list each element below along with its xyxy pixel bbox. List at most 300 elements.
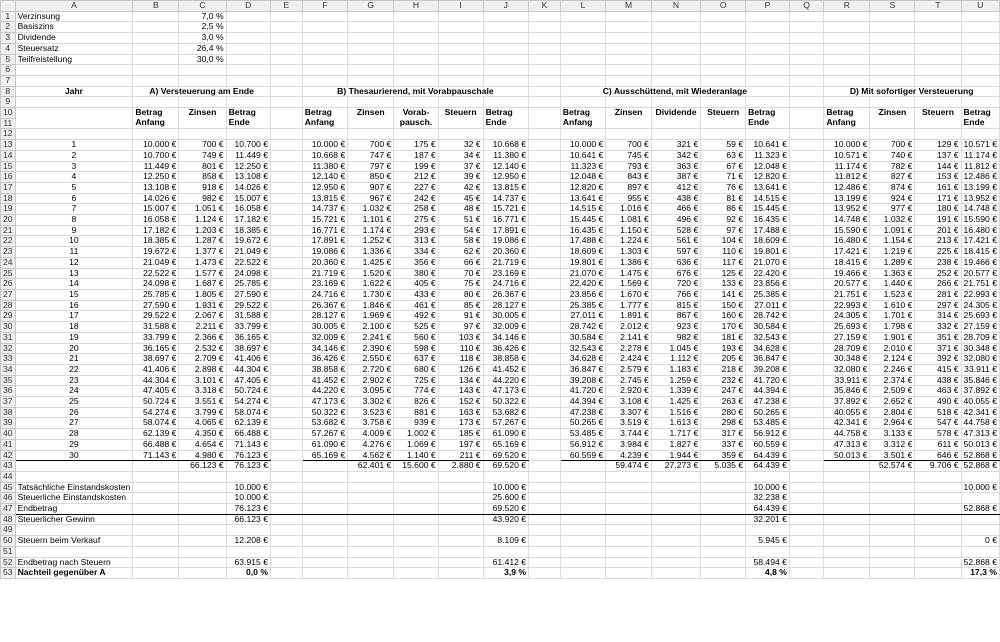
summary-label[interactable]: Endbetrag nach Steuern: [15, 557, 133, 568]
cell[interactable]: [606, 493, 652, 504]
cell[interactable]: [438, 54, 483, 65]
cell[interactable]: [179, 514, 226, 525]
value-cell[interactable]: 3.984 €: [606, 439, 652, 450]
cell[interactable]: [529, 172, 561, 183]
value-cell[interactable]: 144 €: [915, 161, 961, 172]
row-header[interactable]: 14: [1, 150, 16, 161]
value-cell[interactable]: 71.143 €: [226, 439, 270, 450]
value-cell[interactable]: 20.360 €: [483, 247, 529, 258]
value-cell[interactable]: 44.394 €: [746, 386, 790, 397]
value-cell[interactable]: 213 €: [915, 236, 961, 247]
value-cell[interactable]: 578 €: [915, 429, 961, 440]
cell[interactable]: [302, 43, 348, 54]
value-cell[interactable]: 37.892 €: [961, 386, 999, 397]
value-cell[interactable]: 1.091 €: [870, 225, 915, 236]
value-cell[interactable]: 774 €: [394, 386, 438, 397]
value-cell[interactable]: 967 €: [348, 193, 394, 204]
cell[interactable]: [789, 279, 823, 290]
value-cell[interactable]: 38.697 €: [226, 343, 270, 354]
value-cell[interactable]: 47.238 €: [746, 397, 790, 408]
value-cell[interactable]: 297 €: [915, 300, 961, 311]
cell[interactable]: [529, 129, 561, 140]
cell[interactable]: [701, 75, 746, 86]
value-cell[interactable]: 1.622 €: [348, 279, 394, 290]
cell[interactable]: [394, 65, 438, 76]
column-title[interactable]: Betrag Ende: [483, 108, 529, 129]
value-cell[interactable]: 15.590 €: [824, 225, 870, 236]
value-cell[interactable]: 392 €: [915, 354, 961, 365]
value-cell[interactable]: 126 €: [438, 364, 483, 375]
value-cell[interactable]: 1.051 €: [179, 204, 226, 215]
cell[interactable]: [961, 514, 999, 525]
column-title[interactable]: Betrag Anfang: [133, 108, 179, 129]
value-cell[interactable]: 21.049 €: [133, 257, 179, 268]
cell[interactable]: [394, 514, 438, 525]
year-cell[interactable]: 23: [15, 375, 133, 386]
cell[interactable]: [606, 536, 652, 547]
value-cell[interactable]: 24.716 €: [483, 279, 529, 290]
value-cell[interactable]: 1.219 €: [870, 247, 915, 258]
cell[interactable]: [606, 54, 652, 65]
value-cell[interactable]: 745 €: [606, 150, 652, 161]
value-cell[interactable]: 193 €: [701, 343, 746, 354]
value-cell[interactable]: 28.127 €: [483, 300, 529, 311]
cell[interactable]: [270, 493, 302, 504]
cell[interactable]: [394, 546, 438, 557]
cell[interactable]: [438, 568, 483, 579]
value-cell[interactable]: 22.522 €: [133, 268, 179, 279]
cell[interactable]: [789, 75, 823, 86]
value-cell[interactable]: 181 €: [701, 332, 746, 343]
cell[interactable]: [529, 375, 561, 386]
row-header[interactable]: 3: [1, 33, 16, 44]
row-header[interactable]: 42: [1, 450, 16, 461]
value-cell[interactable]: 47.238 €: [560, 407, 606, 418]
row-header[interactable]: 46: [1, 493, 16, 504]
value-cell[interactable]: 14.748 €: [824, 215, 870, 226]
value-cell[interactable]: 133 €: [701, 279, 746, 290]
cell[interactable]: [701, 525, 746, 536]
value-cell[interactable]: 1.183 €: [651, 364, 700, 375]
value-cell[interactable]: 201 €: [915, 225, 961, 236]
value-cell[interactable]: 23.169 €: [302, 279, 348, 290]
cell[interactable]: [133, 557, 179, 568]
value-cell[interactable]: 232 €: [701, 375, 746, 386]
value-cell[interactable]: 110 €: [701, 247, 746, 258]
year-cell[interactable]: 5: [15, 182, 133, 193]
cell[interactable]: [529, 482, 561, 493]
cell[interactable]: [529, 268, 561, 279]
cell[interactable]: [226, 43, 270, 54]
cell[interactable]: [226, 97, 270, 108]
cell[interactable]: [529, 225, 561, 236]
value-cell[interactable]: 21.751 €: [961, 279, 999, 290]
cell[interactable]: [701, 54, 746, 65]
cell[interactable]: [824, 514, 870, 525]
row-header[interactable]: 5: [1, 54, 16, 65]
value-cell[interactable]: 2.141 €: [606, 332, 652, 343]
value-cell[interactable]: 20.577 €: [824, 279, 870, 290]
value-cell[interactable]: 3.101 €: [179, 375, 226, 386]
value-cell[interactable]: 15.007 €: [133, 204, 179, 215]
cell[interactable]: [529, 11, 561, 22]
value-cell[interactable]: 30.005 €: [483, 311, 529, 322]
value-cell[interactable]: 212 €: [394, 172, 438, 183]
value-cell[interactable]: 27.159 €: [824, 332, 870, 343]
row-header[interactable]: 2: [1, 22, 16, 33]
cell[interactable]: [789, 65, 823, 76]
summary-value[interactable]: 63.915 €: [226, 557, 270, 568]
value-cell[interactable]: 103 €: [438, 332, 483, 343]
cell[interactable]: [870, 504, 915, 515]
cell[interactable]: [560, 568, 606, 579]
value-cell[interactable]: 53.485 €: [560, 429, 606, 440]
cell[interactable]: [651, 493, 700, 504]
value-cell[interactable]: 3.799 €: [179, 407, 226, 418]
cell[interactable]: [133, 471, 179, 482]
cell[interactable]: [133, 482, 179, 493]
value-cell[interactable]: 3.501 €: [870, 450, 915, 461]
value-cell[interactable]: 1.425 €: [348, 257, 394, 268]
value-cell[interactable]: 48 €: [438, 204, 483, 215]
cell[interactable]: [348, 568, 394, 579]
cell[interactable]: [394, 22, 438, 33]
value-cell[interactable]: 12.048 €: [560, 172, 606, 183]
cell[interactable]: [789, 54, 823, 65]
cell[interactable]: [179, 129, 226, 140]
column-title[interactable]: Betrag Anfang: [560, 108, 606, 129]
cell[interactable]: [179, 557, 226, 568]
cell[interactable]: [529, 97, 561, 108]
value-cell[interactable]: 387 €: [651, 172, 700, 183]
cell[interactable]: [961, 65, 999, 76]
cell[interactable]: [789, 193, 823, 204]
cell[interactable]: [483, 75, 529, 86]
cell[interactable]: [915, 525, 961, 536]
column-title[interactable]: Betrag Ende: [746, 108, 790, 129]
value-cell[interactable]: 11.323 €: [560, 161, 606, 172]
year-cell[interactable]: 11: [15, 247, 133, 258]
summary-value[interactable]: 52.868 €: [961, 557, 999, 568]
value-cell[interactable]: 60.559 €: [560, 450, 606, 461]
value-cell[interactable]: 3.523 €: [348, 407, 394, 418]
cell[interactable]: [302, 54, 348, 65]
cell[interactable]: [529, 257, 561, 268]
year-cell[interactable]: 2: [15, 150, 133, 161]
value-cell[interactable]: 16.058 €: [226, 204, 270, 215]
value-cell[interactable]: 30.584 €: [746, 322, 790, 333]
value-cell[interactable]: 238 €: [915, 257, 961, 268]
value-cell[interactable]: 490 €: [915, 397, 961, 408]
value-cell[interactable]: 266 €: [915, 279, 961, 290]
value-cell[interactable]: 2.579 €: [606, 364, 652, 375]
cell[interactable]: [270, 375, 302, 386]
value-cell[interactable]: 17.488 €: [560, 236, 606, 247]
value-cell[interactable]: 14.026 €: [133, 193, 179, 204]
cell[interactable]: [270, 150, 302, 161]
cell[interactable]: [348, 11, 394, 22]
value-cell[interactable]: 11.449 €: [226, 150, 270, 161]
value-cell[interactable]: 1.377 €: [179, 247, 226, 258]
cell[interactable]: [270, 247, 302, 258]
value-cell[interactable]: 1.777 €: [606, 300, 652, 311]
cell[interactable]: [529, 450, 561, 461]
cell[interactable]: [529, 322, 561, 333]
cell[interactable]: [961, 22, 999, 33]
cell[interactable]: [961, 33, 999, 44]
cell[interactable]: [438, 33, 483, 44]
cell[interactable]: [915, 129, 961, 140]
column-header-q[interactable]: Q: [789, 1, 823, 12]
cell[interactable]: [270, 161, 302, 172]
value-cell[interactable]: 1.045 €: [651, 343, 700, 354]
value-cell[interactable]: 24.305 €: [824, 311, 870, 322]
cell[interactable]: [15, 525, 133, 536]
cell[interactable]: [915, 65, 961, 76]
value-cell[interactable]: 32.009 €: [302, 332, 348, 343]
value-cell[interactable]: 13.815 €: [483, 182, 529, 193]
cell[interactable]: [15, 65, 133, 76]
value-cell[interactable]: 700 €: [348, 140, 394, 151]
value-cell[interactable]: 371 €: [915, 343, 961, 354]
row-header[interactable]: 38: [1, 407, 16, 418]
cell[interactable]: [529, 471, 561, 482]
value-cell[interactable]: 1.150 €: [606, 225, 652, 236]
value-cell[interactable]: 38.858 €: [483, 354, 529, 365]
row-header[interactable]: 18: [1, 193, 16, 204]
cell[interactable]: [179, 75, 226, 86]
cell[interactable]: [746, 11, 790, 22]
row-header[interactable]: 15: [1, 161, 16, 172]
column-header-h[interactable]: H: [394, 1, 438, 12]
value-cell[interactable]: 363 €: [651, 161, 700, 172]
cell[interactable]: [789, 514, 823, 525]
column-title[interactable]: Betrag Ende: [961, 108, 999, 129]
total-cell[interactable]: 2.880 €: [438, 461, 483, 472]
cell[interactable]: [302, 525, 348, 536]
cell[interactable]: [915, 504, 961, 515]
value-cell[interactable]: 598 €: [394, 343, 438, 354]
value-cell[interactable]: 19.801 €: [746, 247, 790, 258]
value-cell[interactable]: 2.424 €: [606, 354, 652, 365]
summary-value[interactable]: 64.439 €: [746, 504, 790, 515]
value-cell[interactable]: 2.211 €: [179, 322, 226, 333]
total-cell[interactable]: 52.574 €: [870, 461, 915, 472]
value-cell[interactable]: 720 €: [651, 279, 700, 290]
year-cell[interactable]: 28: [15, 429, 133, 440]
value-cell[interactable]: 23.856 €: [746, 279, 790, 290]
cell[interactable]: [394, 536, 438, 547]
cell[interactable]: [789, 525, 823, 536]
value-cell[interactable]: 1.032 €: [870, 215, 915, 226]
value-cell[interactable]: 313 €: [394, 236, 438, 247]
column-title[interactable]: Steuern: [701, 108, 746, 129]
value-cell[interactable]: 35.846 €: [824, 386, 870, 397]
cell[interactable]: [270, 97, 302, 108]
value-cell[interactable]: 28.709 €: [824, 343, 870, 354]
value-cell[interactable]: 611 €: [915, 439, 961, 450]
cell[interactable]: [789, 182, 823, 193]
value-cell[interactable]: 66 €: [438, 257, 483, 268]
cell[interactable]: [302, 461, 348, 472]
value-cell[interactable]: 22.420 €: [746, 268, 790, 279]
value-cell[interactable]: 30.584 €: [560, 332, 606, 343]
cell[interactable]: [302, 493, 348, 504]
value-cell[interactable]: 61.090 €: [302, 439, 348, 450]
value-cell[interactable]: 58 €: [438, 236, 483, 247]
cell[interactable]: [270, 86, 302, 97]
column-title[interactable]: Dividende: [651, 108, 700, 129]
cell[interactable]: [789, 322, 823, 333]
value-cell[interactable]: 2.920 €: [606, 386, 652, 397]
cell[interactable]: [824, 471, 870, 482]
column-header-u[interactable]: U: [961, 1, 999, 12]
value-cell[interactable]: 4.654 €: [179, 439, 226, 450]
cell[interactable]: [789, 397, 823, 408]
value-cell[interactable]: 1.969 €: [348, 311, 394, 322]
value-cell[interactable]: 1.154 €: [870, 236, 915, 247]
cell[interactable]: [529, 354, 561, 365]
value-cell[interactable]: 3.302 €: [348, 397, 394, 408]
param-label[interactable]: Dividende: [15, 33, 133, 44]
value-cell[interactable]: 81 €: [701, 193, 746, 204]
cell[interactable]: [746, 75, 790, 86]
cell[interactable]: [529, 193, 561, 204]
cell[interactable]: [133, 129, 179, 140]
cell[interactable]: [789, 300, 823, 311]
value-cell[interactable]: 19.672 €: [226, 236, 270, 247]
value-cell[interactable]: 826 €: [394, 397, 438, 408]
cell[interactable]: [270, 546, 302, 557]
cell[interactable]: [270, 557, 302, 568]
value-cell[interactable]: 50.013 €: [824, 450, 870, 461]
cell[interactable]: [179, 471, 226, 482]
value-cell[interactable]: 17.421 €: [824, 247, 870, 258]
row-header[interactable]: 20: [1, 215, 16, 226]
value-cell[interactable]: 2.010 €: [870, 343, 915, 354]
summary-label[interactable]: Steuern beim Verkauf: [15, 536, 133, 547]
value-cell[interactable]: 247 €: [701, 386, 746, 397]
summary-value[interactable]: 5.945 €: [746, 536, 790, 547]
value-cell[interactable]: 59 €: [701, 140, 746, 151]
value-cell[interactable]: 21.070 €: [560, 268, 606, 279]
cell[interactable]: [226, 54, 270, 65]
cell[interactable]: [961, 97, 999, 108]
value-cell[interactable]: 27.011 €: [746, 300, 790, 311]
cell[interactable]: [394, 97, 438, 108]
cell[interactable]: [179, 482, 226, 493]
value-cell[interactable]: 30.348 €: [961, 343, 999, 354]
cell[interactable]: [348, 97, 394, 108]
row-header[interactable]: 29: [1, 311, 16, 322]
value-cell[interactable]: 1.336 €: [348, 247, 394, 258]
value-cell[interactable]: 13.108 €: [133, 182, 179, 193]
cell[interactable]: [870, 525, 915, 536]
cell[interactable]: [560, 471, 606, 482]
value-cell[interactable]: 17.891 €: [483, 225, 529, 236]
value-cell[interactable]: 11.380 €: [302, 161, 348, 172]
cell[interactable]: [438, 546, 483, 557]
value-cell[interactable]: 160 €: [701, 311, 746, 322]
cell[interactable]: [701, 482, 746, 493]
value-cell[interactable]: 10.700 €: [226, 140, 270, 151]
value-cell[interactable]: 110 €: [438, 343, 483, 354]
value-cell[interactable]: 1.730 €: [348, 289, 394, 300]
cell[interactable]: [133, 11, 179, 22]
value-cell[interactable]: 252 €: [915, 268, 961, 279]
value-cell[interactable]: 2.709 €: [179, 354, 226, 365]
value-cell[interactable]: 356 €: [394, 257, 438, 268]
total-cell[interactable]: 27.273 €: [651, 461, 700, 472]
cell[interactable]: [870, 493, 915, 504]
cell[interactable]: [961, 525, 999, 536]
value-cell[interactable]: 1.805 €: [179, 289, 226, 300]
cell[interactable]: [961, 54, 999, 65]
value-cell[interactable]: 22.522 €: [226, 257, 270, 268]
cell[interactable]: [870, 129, 915, 140]
row-header[interactable]: 16: [1, 172, 16, 183]
value-cell[interactable]: 16.480 €: [824, 236, 870, 247]
cell[interactable]: [789, 140, 823, 151]
value-cell[interactable]: 12.048 €: [746, 161, 790, 172]
cell[interactable]: [789, 450, 823, 461]
cell[interactable]: [270, 225, 302, 236]
row-header[interactable]: 41: [1, 439, 16, 450]
value-cell[interactable]: 3.307 €: [606, 407, 652, 418]
year-cell[interactable]: 16: [15, 300, 133, 311]
summary-value[interactable]: 12.208 €: [226, 536, 270, 547]
cell[interactable]: [302, 129, 348, 140]
value-cell[interactable]: 3.108 €: [606, 397, 652, 408]
cell[interactable]: [529, 514, 561, 525]
value-cell[interactable]: 2.532 €: [179, 343, 226, 354]
summary-value[interactable]: 25.600 €: [483, 493, 529, 504]
cell[interactable]: [133, 22, 179, 33]
cell[interactable]: [270, 429, 302, 440]
value-cell[interactable]: 42.341 €: [961, 407, 999, 418]
value-cell[interactable]: 13.199 €: [824, 193, 870, 204]
cell[interactable]: [651, 471, 700, 482]
value-cell[interactable]: 766 €: [651, 289, 700, 300]
total-cell[interactable]: 76.123 €: [226, 461, 270, 472]
cell[interactable]: [651, 22, 700, 33]
value-cell[interactable]: 50.724 €: [226, 386, 270, 397]
value-cell[interactable]: 676 €: [651, 268, 700, 279]
cell[interactable]: [870, 568, 915, 579]
column-title[interactable]: Betrag Ende: [226, 108, 270, 129]
cell[interactable]: [746, 525, 790, 536]
value-cell[interactable]: 1.846 €: [348, 300, 394, 311]
cell[interactable]: [302, 514, 348, 525]
value-cell[interactable]: 1.339 €: [651, 386, 700, 397]
cell[interactable]: [701, 22, 746, 33]
cell[interactable]: [789, 236, 823, 247]
value-cell[interactable]: 33.799 €: [133, 332, 179, 343]
cell[interactable]: [789, 504, 823, 515]
value-cell[interactable]: 16.435 €: [746, 215, 790, 226]
row-header[interactable]: 31: [1, 332, 16, 343]
value-cell[interactable]: 3.744 €: [606, 429, 652, 440]
value-cell[interactable]: 187 €: [394, 150, 438, 161]
cell[interactable]: [302, 504, 348, 515]
cell[interactable]: [870, 536, 915, 547]
cell[interactable]: [394, 33, 438, 44]
value-cell[interactable]: 65.169 €: [483, 439, 529, 450]
select-all-corner[interactable]: [1, 1, 16, 12]
value-cell[interactable]: 874 €: [870, 182, 915, 193]
cell[interactable]: [651, 65, 700, 76]
value-cell[interactable]: 42 €: [438, 182, 483, 193]
